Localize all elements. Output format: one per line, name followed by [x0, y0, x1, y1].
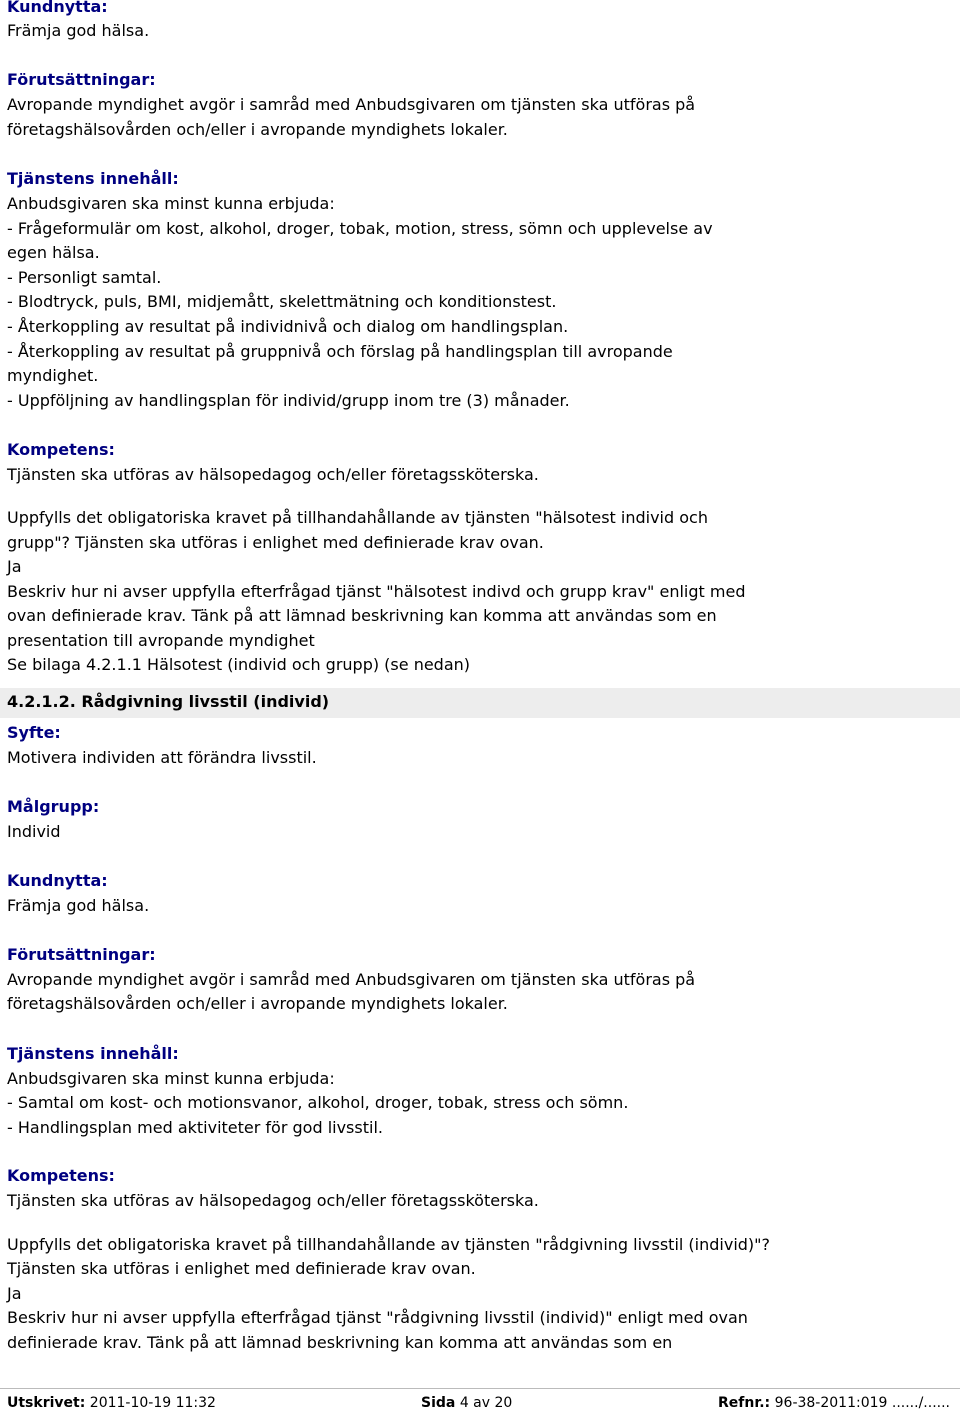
krav-line: Beskriv hur ni avser uppfylla efterfrågad tjänst "rådgivning livsstil (individ)" enligt med ovan [7, 1308, 748, 1327]
innehall-line: - Uppföljning av handlingsplan för individ/grupp inom tre (3) månader. [7, 391, 570, 410]
footer-page-label: Sida [421, 1395, 456, 1411]
syfte-text: Motivera individen att förändra livsstil. [7, 748, 317, 767]
forutsattningar-heading: Förutsättningar: [7, 70, 156, 89]
forutsattningar-line: Avropande myndighet avgör i samråd med Anbudsgivaren om tjänsten ska utföras på [7, 95, 696, 114]
kundnytta-text: Främja god hälsa. [7, 896, 150, 915]
footer-page [421, 1394, 512, 1412]
krav-answer: Ja [7, 557, 22, 576]
krav-line: ovan definierade krav. Tänk på att lämnad beskrivning kan komma att användas som en [7, 606, 717, 625]
krav-line: Uppfylls det obligatoriska kravet på tillhandahållande av tjänsten "hälsotest individ och [7, 508, 708, 527]
krav-line: Uppfylls det obligatoriska kravet på tillhandahållande av tjänsten "rådgivning livsstil (individ)"? [7, 1235, 771, 1254]
krav-line: Tjänsten ska utföras i enlighet med definierade krav ovan. [7, 1259, 476, 1278]
footer-page-value: 4 av 20 [459, 1395, 513, 1411]
footer-utskrivet-value: 2011-10-19 11:32 [89, 1395, 216, 1411]
forutsattningar-heading: Förutsättningar: [7, 945, 156, 964]
kompetens-heading: Kompetens: [7, 440, 115, 459]
forutsattningar-line: företagshälsovården och/eller i avropande myndighets lokaler. [7, 994, 508, 1013]
footer-utskrivet [7, 1394, 216, 1412]
krav-answer: Ja [7, 1284, 22, 1303]
innehall-line: - Återkoppling av resultat på individnivå och dialog om handlingsplan. [7, 317, 569, 336]
innehall-line: egen hälsa. [7, 243, 100, 262]
innehall-line: Anbudsgivaren ska minst kunna erbjuda: [7, 194, 335, 213]
krav-line: Se bilaga 4.2.1.1 Hälsotest (individ och grupp) (se nedan) [7, 655, 471, 674]
malgrupp-heading: Målgrupp: [7, 797, 100, 816]
innehall-heading: Tjänstens innehåll: [7, 1044, 179, 1063]
section-title: 4.2.1.2. Rådgivning livsstil (individ) [7, 692, 330, 711]
innehall-heading: Tjänstens innehåll: [7, 169, 179, 188]
footer-refnr-value: 96-38-2011:019 ....../...... [774, 1395, 950, 1411]
kompetens-text: Tjänsten ska utföras av hälsopedagog och/eller företagssköterska. [7, 1191, 539, 1210]
footer-utskrivet-label: Utskrivet: [7, 1395, 86, 1411]
forutsattningar-line: Avropande myndighet avgör i samråd med Anbudsgivaren om tjänsten ska utföras på [7, 970, 696, 989]
krav-line: Beskriv hur ni avser uppfylla efterfrågad tjänst "hälsotest indivd och grupp krav" enligt med [7, 582, 746, 601]
krav-line: grupp"? Tjänsten ska utföras i enlighet med definierade krav ovan. [7, 533, 544, 552]
kundnytta-heading: Kundnytta: [7, 0, 108, 16]
footer-refnr [718, 1394, 950, 1412]
krav-line: presentation till avropande myndighet [7, 631, 315, 650]
innehall-line: - Samtal om kost- och motionsvanor, alkohol, droger, tobak, stress och sömn. [7, 1093, 629, 1112]
syfte-heading: Syfte: [7, 723, 61, 742]
kompetens-text: Tjänsten ska utföras av hälsopedagog och/eller företagssköterska. [7, 465, 539, 484]
footer-divider [0, 1388, 960, 1389]
malgrupp-text: Individ [7, 822, 61, 841]
kundnytta-text: Främja god hälsa. [7, 21, 150, 40]
footer-refnr-label: Refnr.: [718, 1395, 771, 1411]
innehall-line: - Återkoppling av resultat på gruppnivå och förslag på handlingsplan till avropande [7, 342, 673, 361]
innehall-line: - Frågeformulär om kost, alkohol, droger, tobak, motion, stress, sömn och upplevelse av [7, 219, 713, 238]
kundnytta-heading: Kundnytta: [7, 871, 108, 890]
innehall-line: - Personligt samtal. [7, 268, 162, 287]
innehall-line: myndighet. [7, 366, 99, 385]
krav-line: definierade krav. Tänk på att lämnad beskrivning kan komma att användas som en [7, 1333, 673, 1352]
innehall-line: - Handlingsplan med aktiviteter för god livsstil. [7, 1118, 383, 1137]
forutsattningar-line: företagshälsovården och/eller i avropande myndighets lokaler. [7, 120, 508, 139]
kompetens-heading: Kompetens: [7, 1166, 115, 1185]
innehall-line: - Blodtryck, puls, BMI, midjemått, skelettmätning och konditionstest. [7, 292, 557, 311]
innehall-line: Anbudsgivaren ska minst kunna erbjuda: [7, 1069, 335, 1088]
